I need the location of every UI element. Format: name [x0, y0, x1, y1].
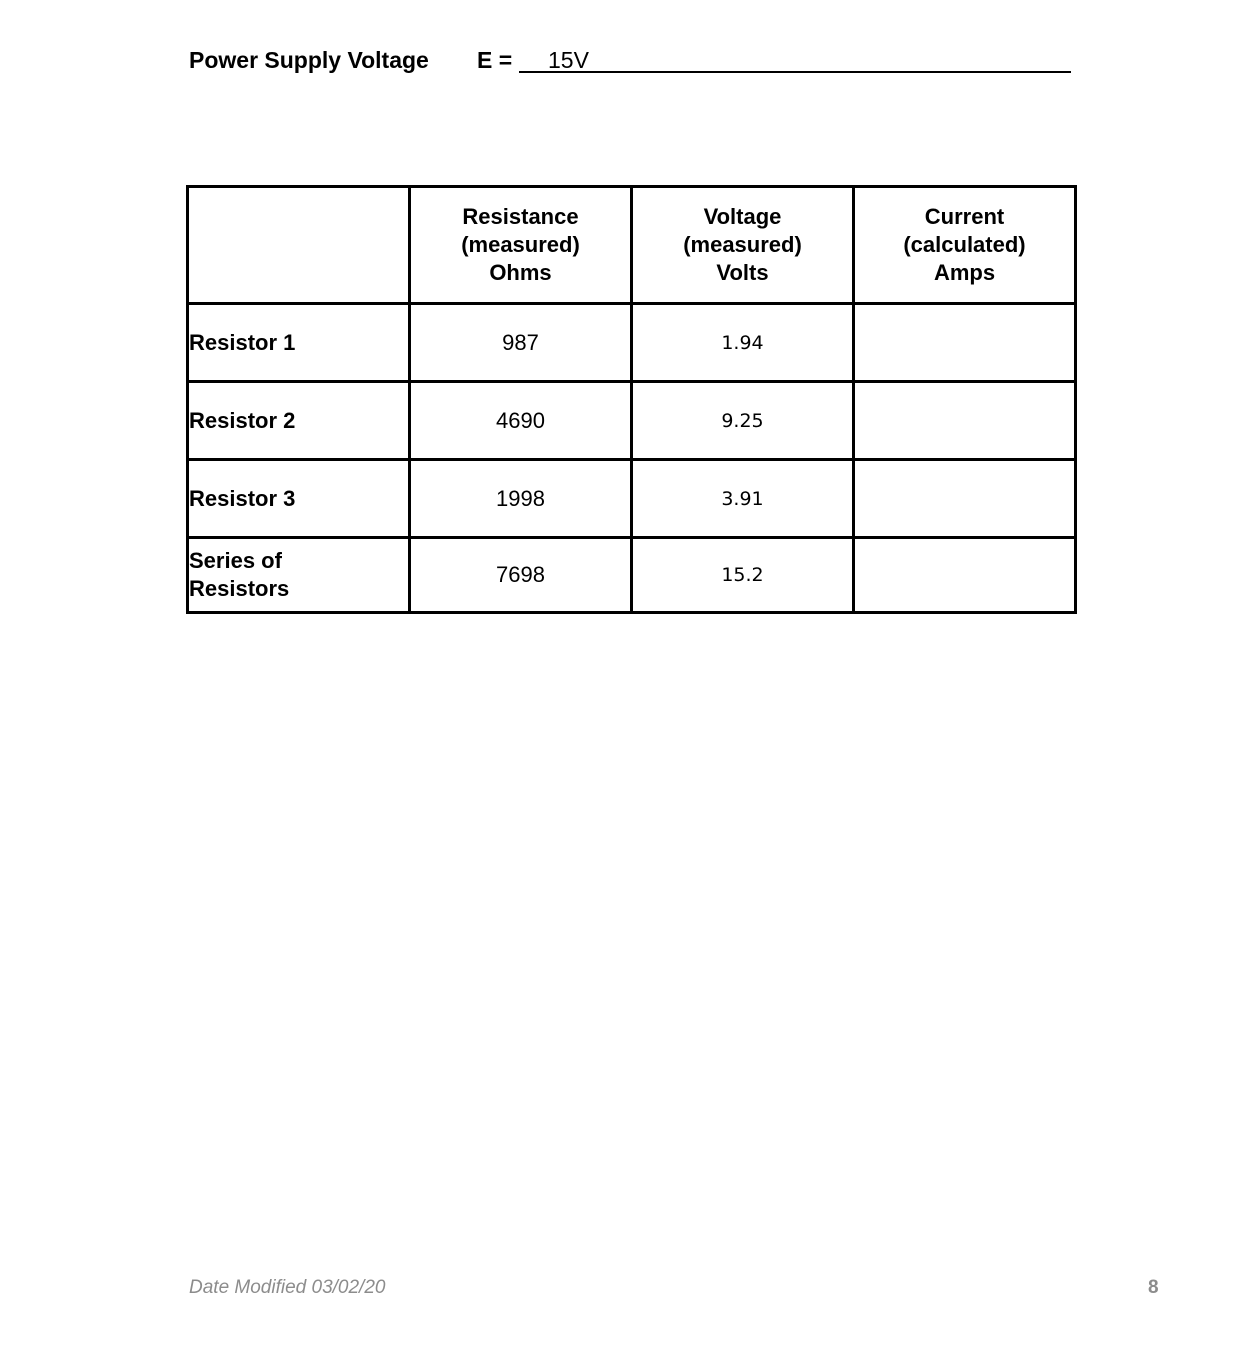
table-row: [188, 538, 1076, 613]
resistance-cell[interactable]: 4690: [410, 382, 632, 460]
current-cell[interactable]: [854, 538, 1076, 613]
row-label: [188, 460, 410, 538]
footer-date-modified: Date Modified 03/02/20: [189, 1277, 386, 1298]
header-line: (measured): [683, 232, 802, 257]
resistance-cell[interactable]: 987: [410, 304, 632, 382]
page-number: 8: [1148, 1277, 1159, 1298]
header-line: Volts: [716, 260, 769, 285]
power-supply-voltage-label: Power Supply Voltage: [189, 47, 429, 73]
header-line: Voltage: [703, 204, 782, 229]
header-line: Resistance: [462, 204, 579, 229]
header-cell-current: [854, 187, 1076, 304]
table-header-row: [188, 187, 1076, 304]
header-line: (calculated): [903, 232, 1026, 257]
table-row: [188, 460, 1076, 538]
resistance-cell[interactable]: 1998: [410, 460, 632, 538]
row-label-line: Resistor 1: [189, 329, 296, 355]
current-cell[interactable]: [854, 382, 1076, 460]
row-label-line: Series of: [189, 548, 282, 573]
row-label: [188, 382, 410, 460]
voltage-cell[interactable]: 1.94: [632, 304, 854, 382]
row-label-line: Resistors: [189, 576, 290, 601]
voltage-cell[interactable]: 15.2: [632, 538, 854, 613]
current-cell[interactable]: [854, 460, 1076, 538]
row-label: [188, 304, 410, 382]
header-cell-resistance: [410, 187, 632, 304]
table-row: [188, 382, 1076, 460]
e-label: E =: [477, 47, 513, 73]
header-cell-voltage: [632, 187, 854, 304]
row-label-line: Resistor 3: [189, 485, 296, 511]
row-label: [188, 538, 410, 613]
voltage-cell[interactable]: 3.91: [632, 460, 854, 538]
voltage-cell[interactable]: 9.25: [632, 382, 854, 460]
header-line: (measured): [461, 232, 580, 257]
e-underline: [519, 71, 1071, 73]
e-value-field[interactable]: 15V: [548, 47, 589, 73]
resistance-cell[interactable]: 7698: [410, 538, 632, 613]
row-label-line: Resistor 2: [189, 407, 296, 433]
header-line: Current: [924, 204, 1005, 229]
current-cell[interactable]: [854, 304, 1076, 382]
header-line: Ohms: [489, 260, 552, 285]
table-row: [188, 304, 1076, 382]
header-line: Amps: [933, 260, 996, 285]
power-supply-voltage-line: [189, 44, 1071, 78]
header-cell-empty: [188, 187, 410, 304]
resistor-data-table: [186, 185, 1077, 614]
